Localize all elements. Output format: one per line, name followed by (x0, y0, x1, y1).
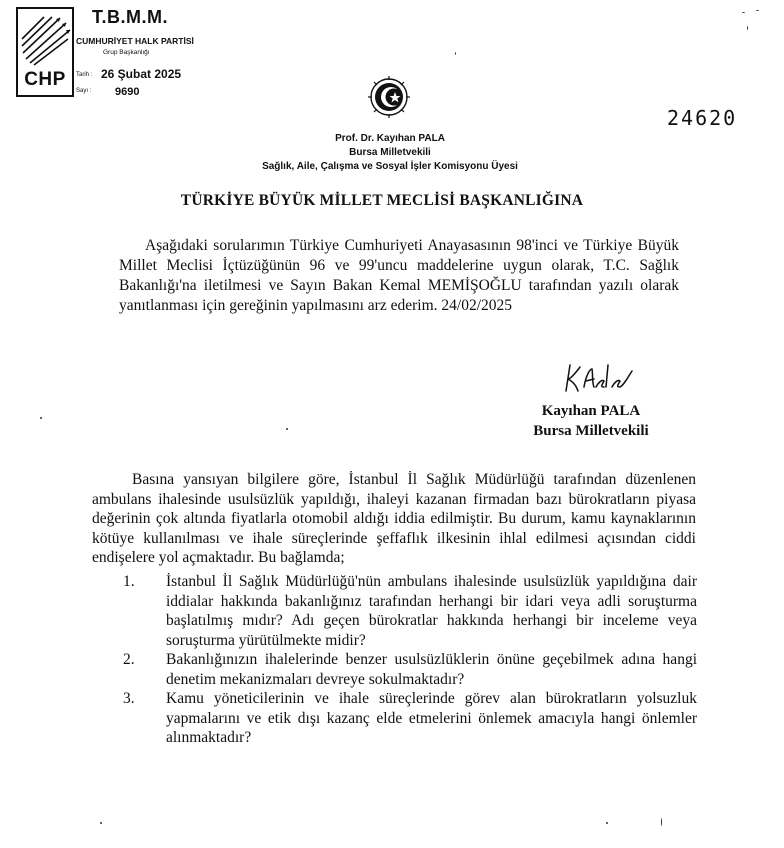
chp-logo (16, 7, 74, 97)
sender-committee: Sağlık, Aile, Çalışma ve Sosyal İşler Komisyonu Üyesi (262, 161, 518, 172)
institution-name: T.B.M.M. (92, 7, 168, 27)
question-item (123, 689, 697, 748)
scan-speck (661, 818, 662, 826)
intro-paragraph (119, 236, 679, 316)
question-item (123, 650, 697, 689)
scan-speck (747, 26, 748, 30)
question-text: İstanbul İl Sağlık Müdürlüğü'nün ambulans ihalesinde usulsüzlük yapıldığına dair iddialar hakkında bakanlığınız tarafından herhangi bir idari veya adli soruşturma başlatılmış mıdır? Adı geçen bürokratlar hakkında herhangi bir inceleme veya soruşturma yürütülmekte midir? (166, 573, 697, 649)
sender-block (200, 132, 580, 174)
body-paragraph (92, 470, 696, 568)
date-label: Tarih : (76, 72, 93, 78)
question-text: Bakanlığınızın ihalelerinde benzer usulsüzlüklerin önüne geçebilmek adına hangi denetim mekanizmaları devreye sokulmaktadır? (166, 651, 697, 688)
question-number: 1. (123, 573, 135, 590)
scan-speck (100, 822, 102, 824)
scan-speck (742, 12, 745, 13)
question-text: Kamu yöneticilerinin ve ihale süreçlerinde görev alan bürokratların yolsuzluk yapmalarını ve etik dışı kazanç elde etmelerini önlemek amacıyla hangi önlemler alınmaktadır? (166, 690, 697, 746)
scan-speck (40, 417, 42, 419)
question-number: 3. (123, 690, 135, 707)
intro-text: Aşağıdaki sorularımın Türkiye Cumhuriyeti Anayasasının 98'inci ve Türkiye Büyük Millet Meclisi İçtüzüğünün 96 ve 99'uncu maddelerine uygun olarak, T.C. Sağlık Bakanlığı'na iletilmesi ve Sayın Bakan Kemal MEMİŞOĞLU tarafından yazılı olarak yanıtlanması için gereğinin yapılmasını arz ederim. 24/02/2025 (119, 237, 679, 314)
party-name: CUMHURİYET HALK PARTİSİ (76, 36, 194, 46)
group-name: Grup Başkanlığı (103, 49, 150, 56)
signer-title: Bursa Milletvekili (533, 423, 649, 439)
sender-name: Prof. Dr. Kayıhan PALA (335, 133, 445, 144)
handwritten-signature (562, 357, 642, 397)
number-label: Sayı : (76, 88, 92, 94)
six-arrows-icon (20, 13, 72, 67)
tbmm-emblem-icon (368, 76, 410, 118)
body-text: Basına yansıyan bilgilere göre, İstanbul İl Sağlık Müdürlüğü tarafından düzenlenen ambulans ihalesinde usulsüzlük yapıldığı, ihaleyi kazanan firmadan bazı bürokratların piyasa değerinin çok altında fiyatlarla otomobil aldığı iddia edilmiştir. Bu durum, kamu kaynaklarının kötüye kullanılması ve ihale süreçlerinde şeffaflık ilkesinin ihlal edilmesi açısından ciddi endişelere yol açmaktadır. Bu bağlamda; (92, 471, 696, 566)
stamp-date: 26 Şubat 2025 (101, 67, 182, 81)
questions-list (123, 572, 697, 748)
sender-role: Bursa Milletvekili (349, 147, 431, 158)
signer-name: Kayıhan PALA (541, 403, 641, 419)
party-stamp (16, 7, 207, 97)
scan-speck (286, 428, 288, 430)
question-item (123, 572, 697, 650)
logo-text: CHP (24, 69, 66, 90)
document-title: TÜRKİYE BÜYÜK MİLLET MECLİSİ BAŞKANLIĞINA (180, 192, 584, 209)
scan-speck (756, 10, 759, 11)
scan-speck (455, 52, 456, 55)
question-number: 2. (123, 651, 135, 668)
stamp-number: 9690 (115, 86, 140, 98)
scan-speck (606, 822, 608, 824)
signer-block (516, 401, 666, 441)
document-number: 24620 (667, 106, 738, 130)
